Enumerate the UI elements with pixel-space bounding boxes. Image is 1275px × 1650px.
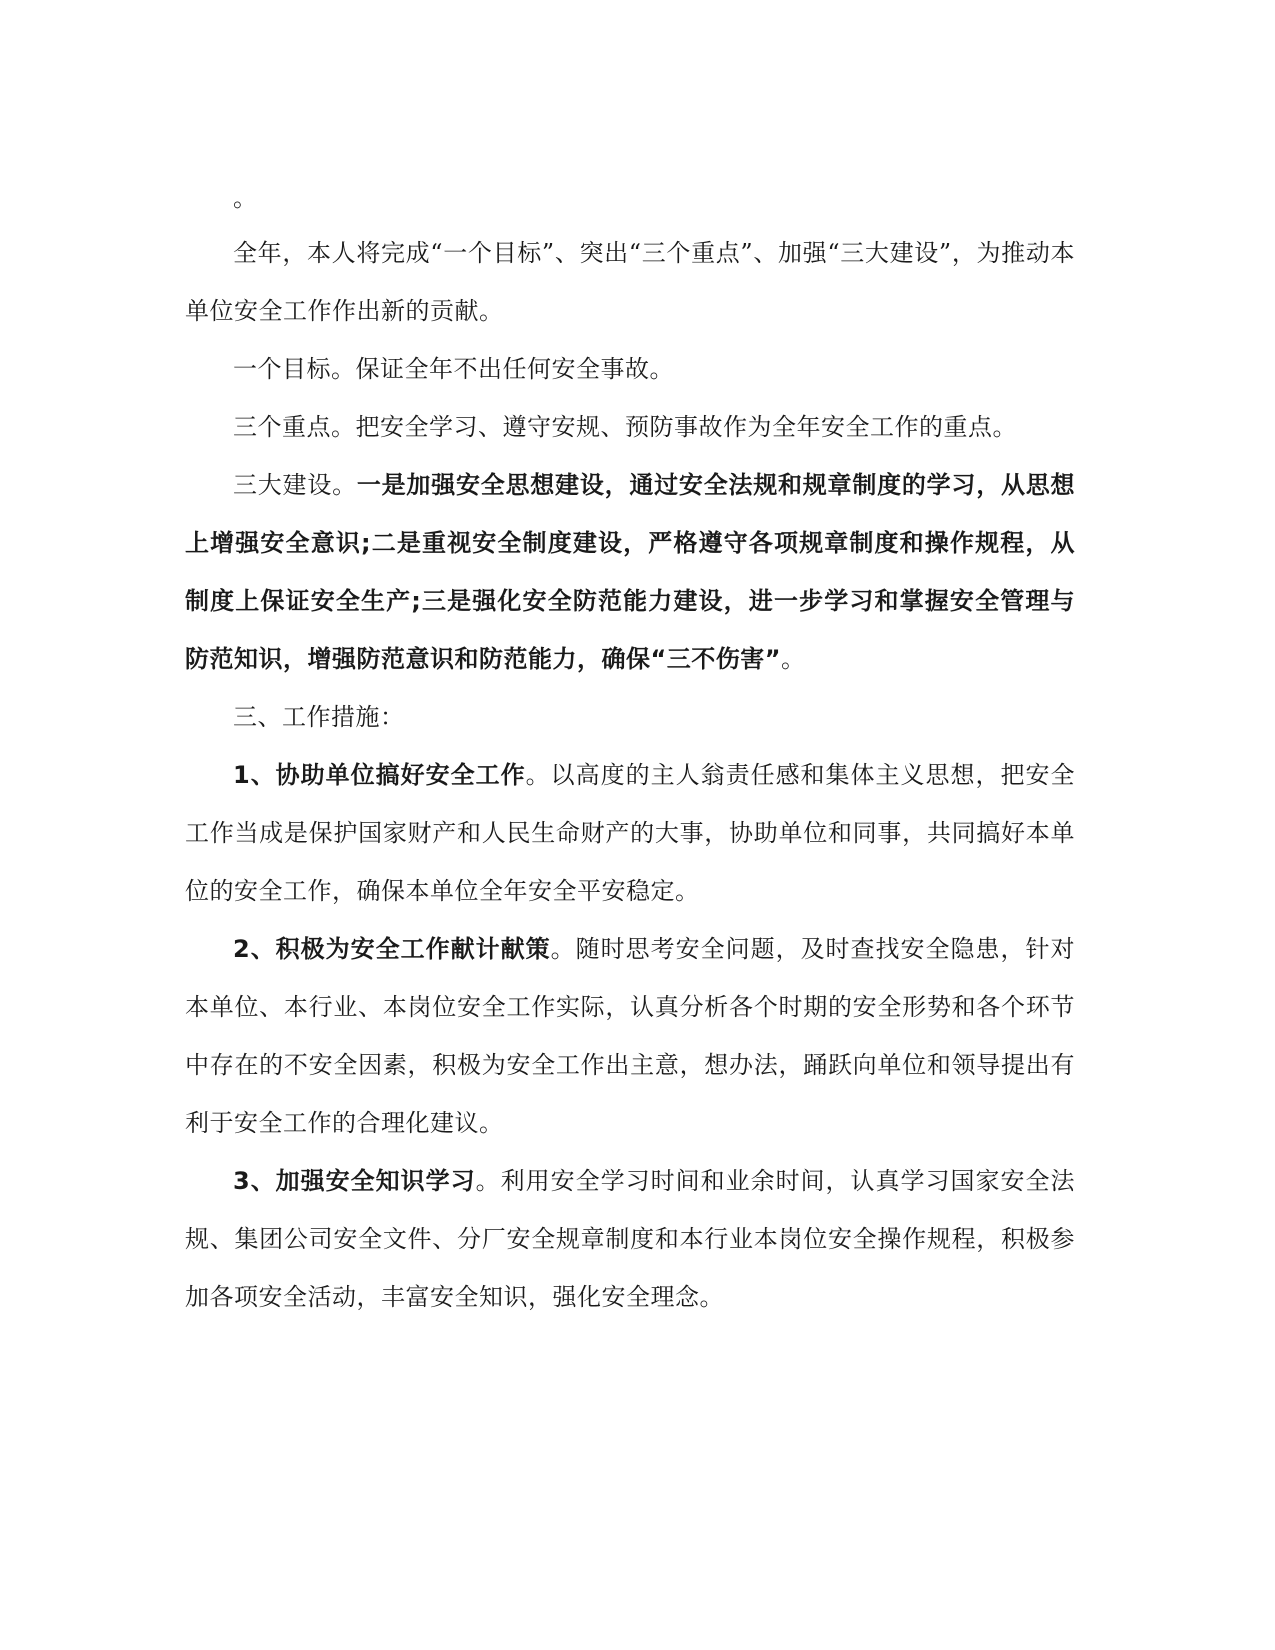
document-body [185,172,1075,1326]
section-heading-measures-text: 三、工作措施： [233,703,405,731]
measure-item-2-title: 2、积极为安全工作献计献策 [233,935,551,963]
paragraph-one-goal-text: 一个目标。保证全年不出任何安全事故。 [233,355,674,383]
paragraph-three-constructions-bold: 一是加强安全思想建设，通过安全法规和规章制度的学习，从思想上增强安全意识;二是重视安全制度建设，严格遵守各项规章制度和操作规程，从制度上保证安全生产;三是强化安全防范能力建设，进一步学习和掌握安全管理与防范知识，增强防范意识和防范能力，确保“三不伤害” [185,471,1076,673]
measure-item-1-text: 。以高度的主人翁责任感和集体主义思想，把安全工作当成是保护国家财产和人民生命财产的大事，协助单位和同事，共同搞好本单位的安全工作，确保本单位全年安全平安稳定。 [185,761,1075,905]
paragraph-three-focuses [185,398,1075,456]
paragraph-three-constructions [185,456,1075,688]
paragraph-three-constructions-tail: 。 [781,645,806,673]
paragraph-annual-goal [185,224,1075,340]
leading-mark-text: 。 [233,184,258,212]
leading-punctuation [185,172,1075,224]
measure-item-1 [185,746,1075,920]
measure-item-3-title: 3、加强安全知识学习 [233,1167,476,1195]
measure-item-3 [185,1152,1075,1326]
paragraph-one-goal [185,340,1075,398]
measure-item-2 [185,920,1075,1152]
paragraph-three-constructions-lead: 三大建设。 [233,471,357,499]
paragraph-three-focuses-text: 三个重点。把安全学习、遵守安规、预防事故作为全年安全工作的重点。 [233,413,1017,441]
measure-item-2-text: 。随时思考安全问题，及时查找安全隐患，针对本单位、本行业、本岗位安全工作实际，认真分析各个时期的安全形势和各个环节中存在的不安全因素，积极为安全工作出主意，想办法，踊跃向单位和领导提出有利于安全工作的合理化建议。 [185,935,1076,1137]
measure-item-1-title: 1、协助单位搞好安全工作 [233,761,526,789]
section-heading-measures [185,688,1075,746]
measure-item-3-text: 。利用安全学习时间和业余时间，认真学习国家安全法规、集团公司安全文件、分厂安全规章制度和本行业本岗位安全操作规程，积极参加各项安全活动，丰富安全知识，强化安全理念。 [185,1167,1075,1311]
paragraph-annual-goal-text: 全年，本人将完成“一个目标”、突出“三个重点”、加强“三大建设”，为推动本单位安全工作作出新的贡献。 [185,239,1075,325]
